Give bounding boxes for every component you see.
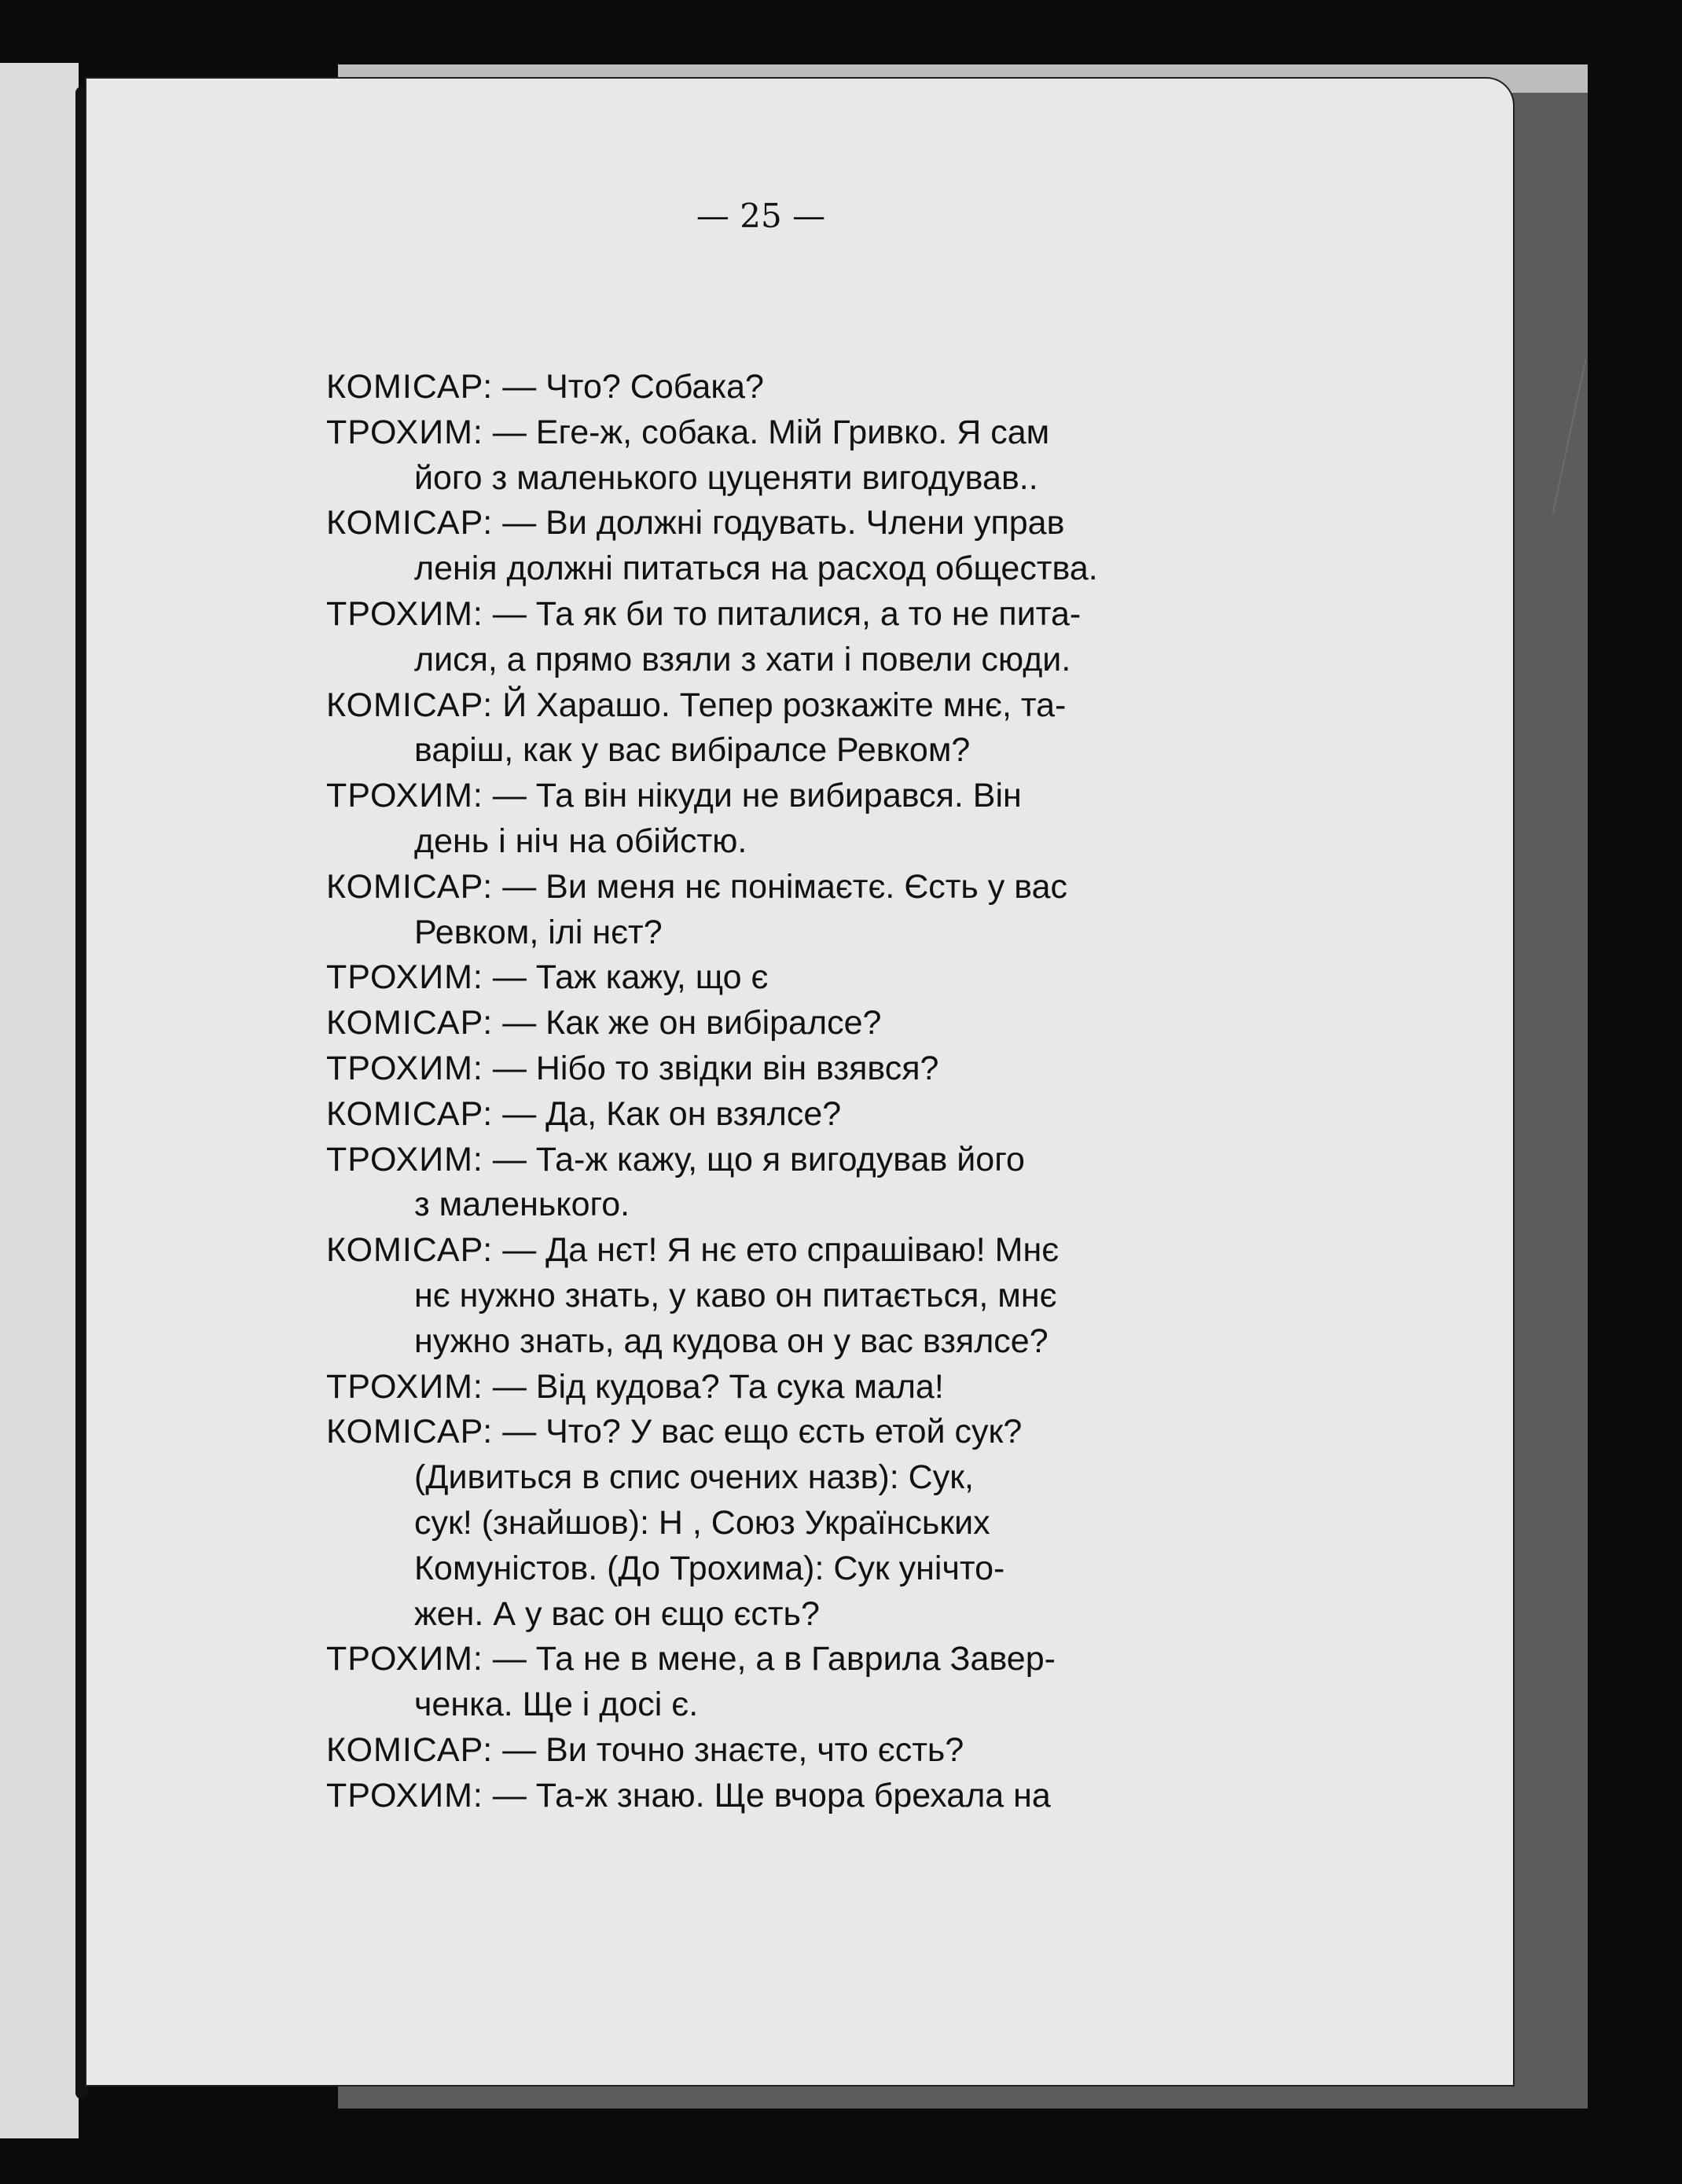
text-line [326,1592,1379,1638]
line-text: — Та-ж кажу, що я вигодував його [483,1140,1025,1178]
line-text: варіш, как у вас вибіралсе Ревком? [414,731,971,770]
line-text: — Та він нікуди не вибирався. Він [483,777,1022,815]
line-text: — Да нєт! Я нє ето спрашіваю! Мнє [493,1231,1060,1270]
speaker-name: ТРОХИМ: [326,413,483,451]
text-line [326,1774,1379,1819]
page-number: — 25 — [696,197,826,235]
speaker-name: ТРОХИМ: [326,777,483,815]
line-text: (Дивиться в спис очених назв): Сук, [414,1458,974,1497]
line-text: Ревком, ілі нєт? [414,913,663,951]
speaker-name: КОМІСАР: [326,1730,494,1769]
line-text: сук! (знайшов): Н , Союз Українських [414,1503,990,1542]
text-line [326,1182,1379,1228]
line-text: ченка. Ще і досі є. [414,1686,699,1724]
line-text: — Что? Собака? [493,368,764,406]
text-line [326,1682,1379,1728]
line-text: — Та не в мене, а в Гаврила Завер- [483,1640,1056,1678]
line-text: Й Харашо. Тепер розкажіте мнє, та- [493,686,1067,724]
line-text: — Та як би то питалися, а то не пита- [483,594,1082,633]
line-text: — Від кудова? Та сука мала! [483,1367,944,1406]
text-line [326,910,1379,956]
speaker-name: ТРОХИМ: [326,594,483,633]
speaker-name: ТРОХИМ: [326,1776,483,1814]
text-line [326,456,1379,502]
line-text: — Еге-ж, собака. Мій Гривко. Я сам [483,413,1050,451]
line-text: його з маленького цуценяти вигодував.. [414,458,1038,497]
speaker-name: ТРОХИМ: [326,1640,483,1678]
text-line [326,728,1379,774]
text-line [326,410,1379,456]
speaker-name: ТРОХИМ: [326,958,483,997]
line-text: лися, а прямо взяли з хати і повели сюди. [414,640,1071,678]
speaker-name: КОМІСАР: [326,1231,494,1270]
speaker-name: КОМІСАР: [326,1094,494,1133]
text-line [326,1274,1379,1319]
text-line [326,1001,1379,1046]
text-line [326,1410,1379,1455]
line-text: — Как же он вибіралсе? [493,1004,882,1042]
text-line [326,1546,1379,1592]
speaker-name: КОМІСАР: [326,504,494,542]
text-line [326,955,1379,1001]
line-text: нужно знать, ад кудова он у вас взялсе? [414,1322,1048,1360]
text-line [326,1637,1379,1682]
text-line [326,1455,1379,1501]
text-line [326,1365,1379,1410]
text-line [326,638,1379,683]
text-line [326,1319,1379,1365]
text-line [326,501,1379,546]
speaker-name: КОМІСАР: [326,867,494,906]
text-line [326,819,1379,865]
line-text: — Ви меня нє понімаєтє. Єсть у вас [493,867,1067,906]
speaker-name: КОМІСАР: [326,686,494,724]
dialogue-text [326,365,1379,1819]
speaker-name: КОМІСАР: [326,368,494,406]
text-line [326,592,1379,638]
text-line [326,1092,1379,1138]
text-line [326,1728,1379,1774]
line-text: з маленького. [414,1186,630,1224]
speaker-name: КОМІСАР: [326,1004,494,1042]
line-text: — Нібо то звідки він взявся? [483,1049,939,1087]
line-text: нє нужно знать, у каво он питається, мнє [414,1276,1057,1314]
text-line [326,1501,1379,1546]
speaker-name: КОМІСАР: [326,1413,494,1451]
line-text: — Ви должні годувать. Члени управ [493,504,1065,542]
speaker-name: ТРОХИМ: [326,1367,483,1406]
text-line [326,1228,1379,1274]
text-line [326,365,1379,410]
line-text: — Да, Как он взялсе? [493,1094,842,1133]
line-text: — Таж кажу, що є [483,958,769,997]
facing-page-edge [0,63,79,2138]
line-text: жен. А у вас он єщо єсть? [414,1594,820,1633]
text-line [326,546,1379,592]
line-text: — Что? У вас ещо єсть етой сук? [493,1413,1023,1451]
text-line [326,774,1379,819]
text-line [326,1046,1379,1092]
text-line [326,1138,1379,1183]
line-text: день і ніч на обійстю. [414,822,747,860]
line-text: — Та-ж знаю. Ще вчора брехала на [483,1776,1051,1814]
line-text: ленія должні питаться на расход общества. [414,550,1098,588]
text-line [326,865,1379,910]
speaker-name: ТРОХИМ: [326,1140,483,1178]
text-line [326,683,1379,729]
line-text: — Ви точно знаєте, что єсть? [493,1730,964,1769]
speaker-name: ТРОХИМ: [326,1049,483,1087]
line-text: Комуністов. (До Трохима): Сук унічто- [414,1549,1005,1587]
